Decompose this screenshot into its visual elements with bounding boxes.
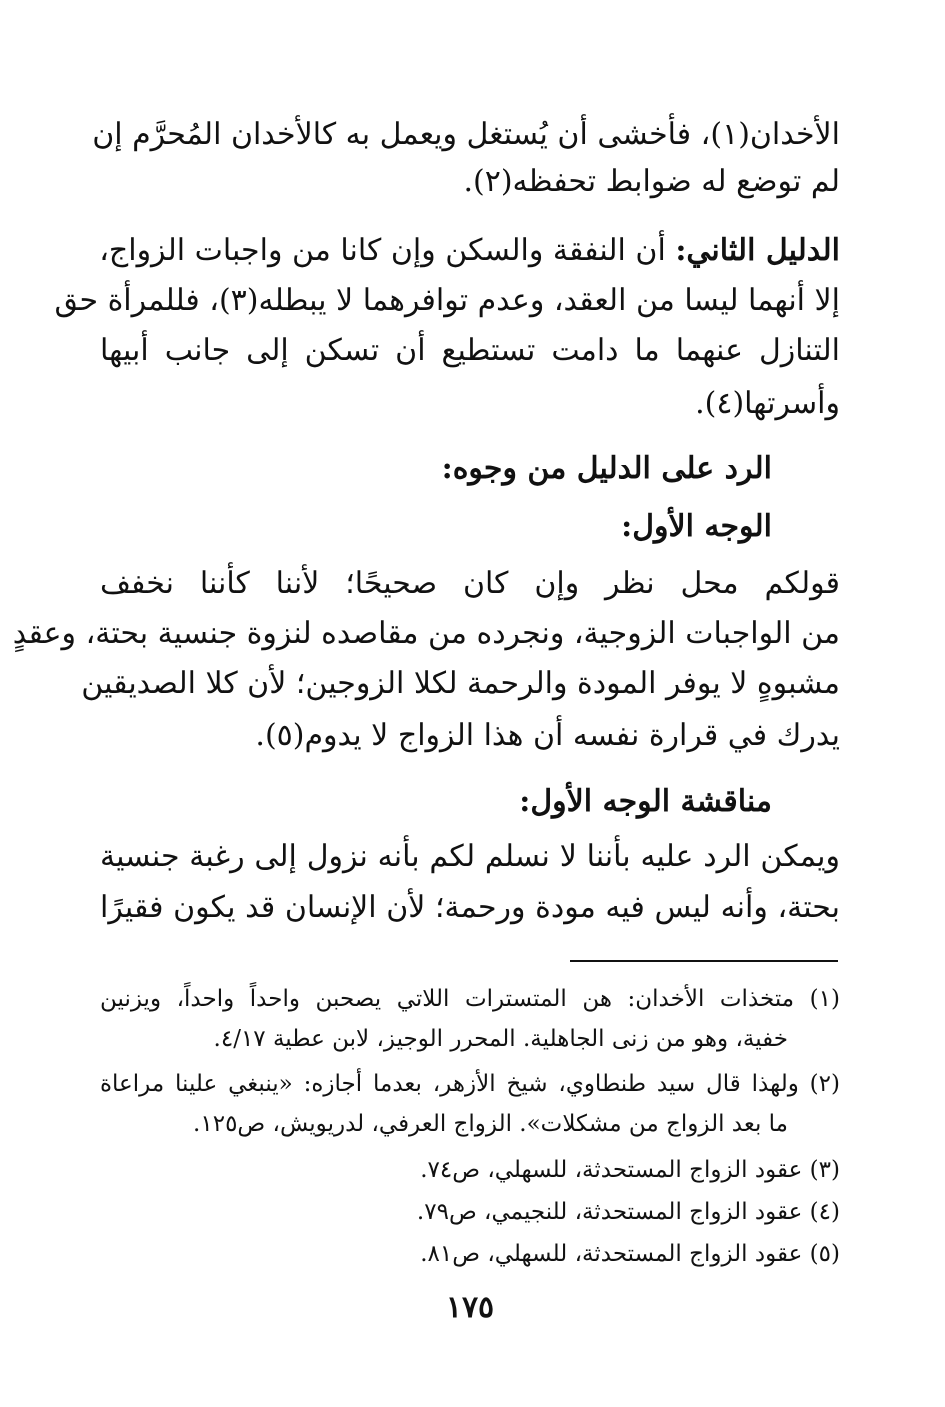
page-number: ١٧٥ [445, 1290, 495, 1325]
evidence-heading: الدليل الثاني: [675, 233, 840, 268]
section-heading: الرد على الدليل من وجوه: [441, 451, 772, 486]
text-line: لم توضع له ضوابط تحفظه(٢). [463, 164, 840, 199]
text-line: التنازل عنهما ما دامت تستطيع أن تسكن إلى جانب أبيها [100, 333, 840, 368]
text-line: قولكم محل نظر وإن كان صحيحًا؛ لأننا كأننا نخفف [100, 566, 840, 601]
text-line: الأخدان(١)، فأخشى أن يُستغل ويعمل به كالأخدان المُحرَّم إن [92, 117, 840, 152]
section-heading: مناقشة الوجه الأول: [519, 784, 772, 819]
footnote-line: (١) متخذات الأخدان: هن المتسترات اللاتي يصحبن واحداً واحداً، ويزنين [100, 986, 840, 1012]
text-line [100, 229, 840, 273]
text-line: مشبوهٍ لا يوفر المودة والرحمة لكلا الزوجين؛ لأن كلا الصديقين [81, 666, 840, 701]
text-line: يدرك في قرارة نفسه أن هذا الزواج لا يدوم(٥). [255, 718, 840, 753]
text-line: بحتة، وأنه ليس فيه مودة ورحمة؛ لأن الإنسان قد يكون فقيرًا [100, 890, 840, 925]
footnote-line: (٤) عقود الزواج المستحدثة، للنجيمي، ص٧٩. [416, 1199, 840, 1225]
section-heading: الوجه الأول: [621, 509, 772, 544]
footnote-line: خفية، وهو من زنى الجاهلية. المحرر الوجيز، لابن عطية ٤/١٧. [213, 1026, 788, 1052]
footnote-line: (٥) عقود الزواج المستحدثة، للسهلي، ص٨١. [420, 1241, 840, 1267]
text-line: من الواجبات الزوجية، ونجرده من مقاصده لنزوة جنسية بحتة، وعقدٍ [12, 616, 840, 651]
text-line: إلا أنهما ليسا من العقد، وعدم توافرهما لا يبطله(٣)، فللمرأة حق [54, 283, 840, 318]
text-fragment: أن النفقة والسكن وإن كانا من واجبات الزواج، [99, 233, 676, 268]
footnote-separator [570, 960, 838, 962]
footnote-line: ما بعد الزواج من مشكلات». الزواج العرفي، لدريويش، ص١٢٥. [193, 1111, 788, 1137]
text-line: ويمكن الرد عليه بأننا لا نسلم لكم بأنه نزول إلى رغبة جنسية [100, 839, 840, 874]
footnote-line: (٣) عقود الزواج المستحدثة، للسهلي، ص٧٤. [420, 1157, 840, 1183]
footnote-line: (٢) ولهذا قال سيد طنطاوي، شيخ الأزهر، بعدما أجازه: «ينبغي علينا مراعاة [100, 1071, 840, 1097]
text-line: وأسرتها(٤). [695, 386, 840, 421]
